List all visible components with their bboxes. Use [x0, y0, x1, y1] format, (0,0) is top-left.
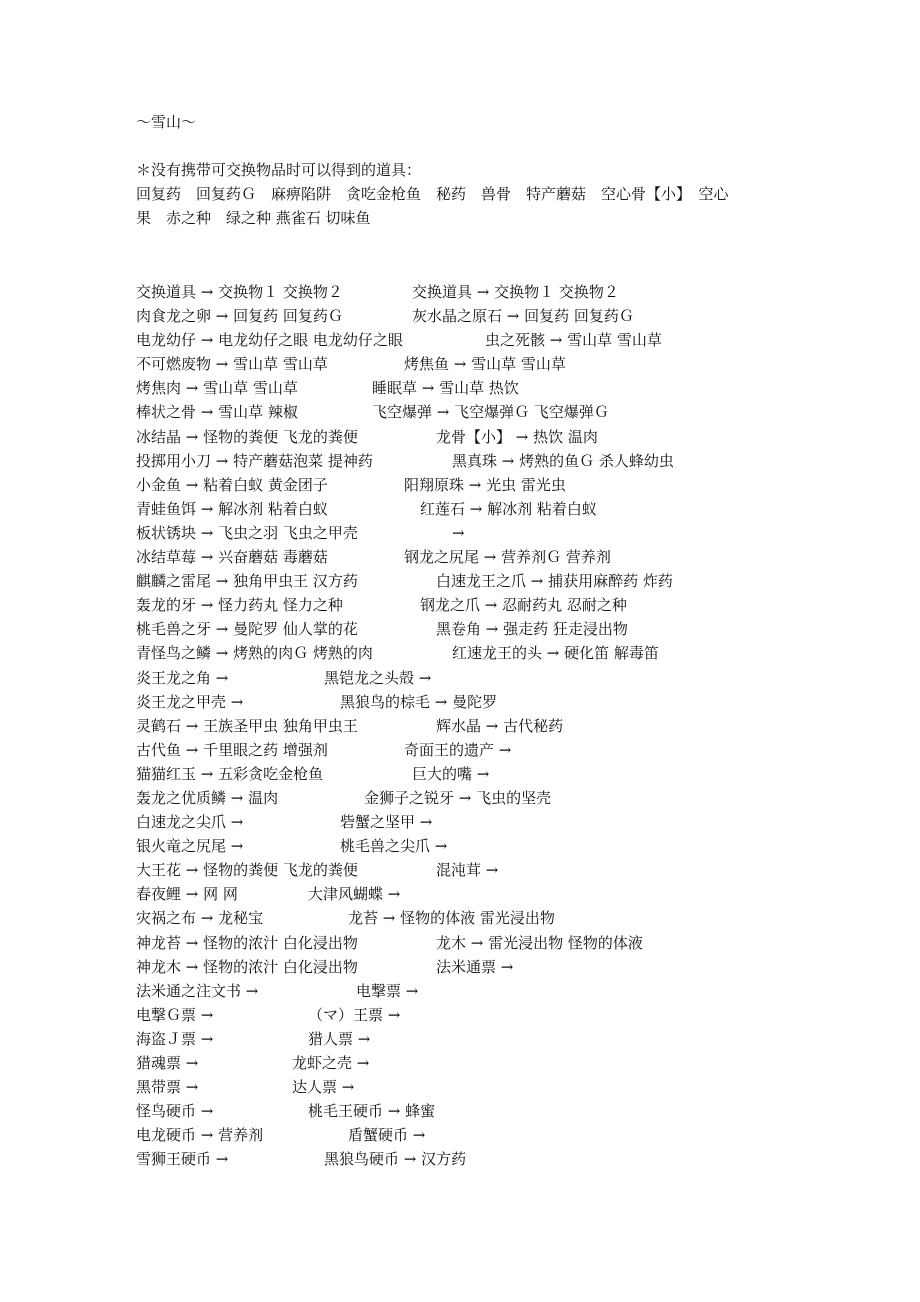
- exchange-right: 黑卷角 → 强走药 狂走浸出物: [436, 620, 628, 639]
- exchange-left: 棒状之骨 → 雪山草 辣椒: [136, 403, 298, 422]
- exchange-left: 雪狮王硬币 →: [136, 1150, 229, 1169]
- exchange-right: 龙骨【小】 → 热饮 温肉: [436, 427, 598, 446]
- table-row: [0, 354, 920, 378]
- exchange-right: 灰水晶之原石 → 回复药 回复药Ｇ: [412, 307, 634, 326]
- exchange-left: 白速龙之尖爪 →: [136, 813, 244, 832]
- exchange-right: 虫之死骸 → 雪山草 雪山草: [485, 331, 662, 350]
- exchange-right: 金狮子之锐牙 → 飞虫的坚壳: [364, 788, 552, 807]
- exchange-left: 猎魂票 →: [136, 1054, 199, 1072]
- table-row: [0, 547, 920, 571]
- exchange-left: 麒麟之雷尾 → 独角甲虫王 汉方药: [136, 572, 358, 591]
- exchange-left: 投掷用小刀 → 特产蘑菇泡菜 提神药: [136, 451, 373, 470]
- exchange-right: 烤焦鱼 → 雪山草 雪山草: [404, 355, 566, 374]
- table-row: [0, 1077, 920, 1101]
- exchange-left: 电撃Ｇ票 →: [136, 1005, 214, 1024]
- exchange-right: 交换道具 → 交换物１ 交换物２: [412, 283, 619, 301]
- exchange-right: 钢龙之尻尾 → 营养剂Ｇ 营养剂: [404, 548, 611, 567]
- exchange-right: 巨大的嘴 →: [412, 764, 490, 783]
- exchange-left: 法米通之注文书 →: [136, 981, 259, 1000]
- exchange-right: 达人票 →: [292, 1078, 355, 1097]
- table-row: [0, 1125, 920, 1149]
- exchange-left: 黑带票 →: [136, 1078, 199, 1097]
- table-row: [0, 427, 920, 451]
- exchange-left: 交换道具 → 交换物１ 交换物２: [136, 283, 343, 301]
- exchange-right: 飞空爆弹 → 飞空爆弹Ｇ 飞空爆弹Ｇ: [372, 403, 609, 422]
- table-row: [0, 740, 920, 764]
- section-title: ～雪山～: [136, 113, 197, 131]
- exchange-left: 冰结晶 → 怪物的粪便 飞龙的粪便: [136, 427, 358, 446]
- table-row: [0, 716, 920, 740]
- exchange-left: 银火竜之尻尾 →: [136, 837, 244, 856]
- exchange-left: 轰龙的牙 → 怪力药丸 怪力之种: [136, 596, 343, 615]
- exchange-right: 法米通票 →: [436, 957, 514, 976]
- exchange-right: 黑狼鸟硬币 → 汉方药: [324, 1150, 467, 1169]
- exchange-right: 桃毛兽之尖爪 →: [340, 837, 448, 856]
- exchange-right: 睡眠草 → 雪山草 热饮: [372, 379, 519, 398]
- exchange-left: 电龙幼仔 → 电龙幼仔之眼 电龙幼仔之眼: [136, 331, 403, 350]
- table-row: [0, 860, 920, 884]
- exchange-left: 大王花 → 怪物的粪便 飞龙的粪便: [136, 861, 358, 880]
- table-row: [0, 812, 920, 836]
- table-row: [0, 571, 920, 595]
- exchange-right: 红速龙王的头 → 硬化笛 解毒笛: [452, 644, 659, 663]
- exchange-left: 灾祸之布 → 龙秘宝: [136, 909, 264, 928]
- exchange-right: 龙苔 → 怪物的体液 雷光浸出物: [348, 909, 555, 928]
- exchange-right: 砦蟹之坚甲 →: [340, 813, 433, 832]
- exchange-right: 龙木 → 雷光浸出物 怪物的体液: [436, 933, 643, 952]
- exchange-left: 神龙苔 → 怪物的浓汁 白化浸出物: [136, 933, 358, 952]
- exchange-right: （マ）王票 →: [308, 1005, 401, 1024]
- exchange-left: 怪鸟硬币 →: [136, 1102, 214, 1121]
- exchange-left: 板状锈块 → 飞虫之羽 飞虫之甲壳: [136, 523, 358, 542]
- exchange-right: 白速龙王之爪 → 捕获用麻醉药 炸药: [436, 572, 673, 591]
- table-row: [0, 282, 920, 306]
- table-row: [0, 788, 920, 812]
- table-row: [0, 957, 920, 981]
- table-row: [0, 764, 920, 788]
- default-items-line-2: 果 赤之种 绿之种 燕雀石 切味鱼: [136, 209, 371, 227]
- exchange-left: 不可燃废物 → 雪山草 雪山草: [136, 355, 328, 374]
- exchange-left: 青怪鸟之鳞 → 烤熟的肉Ｇ 烤熟的肉: [136, 644, 373, 663]
- note-line: ＊没有携带可交换物品时可以得到的道具：: [136, 161, 422, 179]
- exchange-left: 猫猫红玉 → 五彩贪吃金枪鱼: [136, 764, 324, 783]
- exchange-right: →: [452, 523, 465, 542]
- table-row: [0, 475, 920, 499]
- exchange-left: 桃毛兽之牙 → 曼陀罗 仙人掌的花: [136, 620, 358, 639]
- exchange-right: 盾蟹硬币 →: [348, 1126, 426, 1145]
- table-row: [0, 595, 920, 619]
- table-row: [0, 330, 920, 354]
- table-row: [0, 619, 920, 643]
- exchange-left: 灵鹤石 → 王族圣甲虫 独角甲虫王: [136, 716, 358, 735]
- exchange-right: 龙虾之壳 →: [292, 1054, 370, 1072]
- table-row: [0, 933, 920, 957]
- exchange-right: 混沌茸 →: [436, 861, 499, 880]
- exchange-left: 炎王龙之角 →: [136, 668, 229, 687]
- exchange-table: [0, 282, 920, 1173]
- exchange-right: 阳翔原珠 → 光虫 雷光虫: [404, 475, 566, 494]
- table-row: [0, 306, 920, 330]
- exchange-right: 黑铠龙之头殻 →: [324, 668, 432, 687]
- exchange-right: 黑狼鸟的棕毛 → 曼陀罗: [340, 692, 498, 711]
- table-row: [0, 1053, 920, 1077]
- table-row: [0, 836, 920, 860]
- exchange-right: 大津风蝴蝶 →: [308, 885, 401, 904]
- exchange-left: 春夜鲤 → 网 网: [136, 885, 238, 904]
- table-row: [0, 1149, 920, 1173]
- table-row: [0, 1101, 920, 1125]
- exchange-left: 电龙硬币 → 营养剂: [136, 1126, 264, 1145]
- exchange-right: 猎人票 →: [308, 1029, 371, 1048]
- table-row: [0, 1005, 920, 1029]
- exchange-right: 黑真珠 → 烤熟的鱼Ｇ 杀人蜂幼虫: [452, 451, 674, 470]
- table-row: [0, 884, 920, 908]
- exchange-right: 红莲石 → 解冰剂 粘着白蚁: [420, 499, 597, 518]
- table-row: [0, 499, 920, 523]
- exchange-left: 冰结草莓 → 兴奋蘑菇 毒蘑菇: [136, 548, 328, 567]
- table-row: [0, 523, 920, 547]
- exchange-right: 奇面王的遗产 →: [404, 740, 512, 759]
- table-row: [0, 402, 920, 426]
- default-items-line-1: 回复药 回复药Ｇ 麻痹陷阱 贪吃金枪鱼 秘药 兽骨 特产蘑菇 空心骨【小】 空心: [136, 185, 729, 203]
- exchange-right: 电撃票 →: [356, 981, 419, 1000]
- exchange-right: 桃毛王硬币 → 蜂蜜: [308, 1102, 436, 1121]
- table-row: [0, 451, 920, 475]
- exchange-left: 烤焦肉 → 雪山草 雪山草: [136, 379, 298, 398]
- exchange-left: 海盗Ｊ票 →: [136, 1029, 214, 1048]
- exchange-left: 小金鱼 → 粘着白蚁 黄金团子: [136, 475, 328, 494]
- exchange-right: 辉水晶 → 古代秘药: [436, 716, 564, 735]
- table-row: [0, 1029, 920, 1053]
- table-row: [0, 692, 920, 716]
- table-row: [0, 643, 920, 667]
- table-row: [0, 378, 920, 402]
- exchange-left: 肉食龙之卵 → 回复药 回复药Ｇ: [136, 307, 343, 326]
- exchange-left: 神龙木 → 怪物的浓汁 白化浸出物: [136, 957, 358, 976]
- exchange-left: 青蛙鱼饵 → 解冰剂 粘着白蚁: [136, 499, 328, 518]
- exchange-left: 古代鱼 → 千里眼之药 增强剂: [136, 740, 328, 759]
- exchange-right: 钢龙之爪 → 忍耐药丸 忍耐之种: [420, 596, 627, 615]
- exchange-left: 炎王龙之甲壳 →: [136, 692, 244, 711]
- table-row: [0, 668, 920, 692]
- table-row: [0, 981, 920, 1005]
- exchange-left: 轰龙之优质鳞 → 温肉: [136, 788, 279, 807]
- table-row: [0, 908, 920, 932]
